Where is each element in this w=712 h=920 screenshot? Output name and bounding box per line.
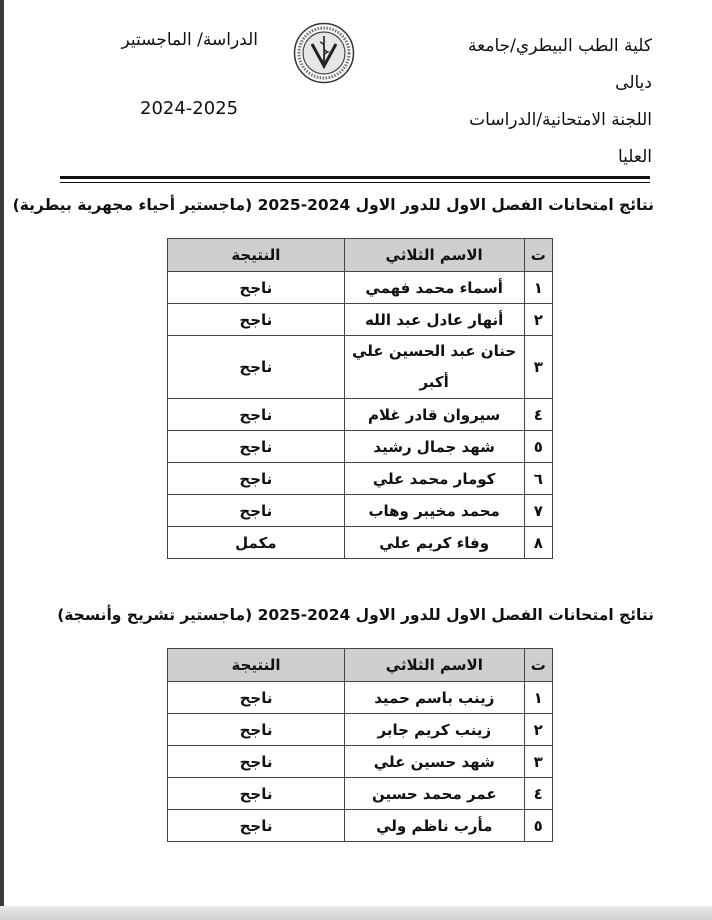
exam-result: ناجح — [168, 336, 345, 399]
page-edge — [0, 0, 4, 920]
row-index: ٤ — [524, 399, 552, 431]
section-caption-histology: نتائج امتحانات الفصل الاول للدور الاول 2024-2025 (ماجستير تشريح وأنسجة) — [57, 606, 654, 624]
table-row — [168, 810, 553, 842]
results-table-histology — [167, 648, 553, 842]
exam-result: ناجح — [168, 399, 345, 431]
exam-result: ناجح — [168, 495, 345, 527]
table-row — [168, 399, 553, 431]
row-index: ٦ — [524, 463, 552, 495]
student-name: أسماء محمد فهمي — [344, 272, 524, 304]
row-index: ٢ — [524, 714, 552, 746]
page-bottom-edge — [0, 906, 712, 920]
academic-year: 2024-2025 — [140, 98, 239, 119]
table-row — [168, 714, 553, 746]
exam-result: ناجح — [168, 682, 345, 714]
student-name: مأرب ناظم ولي — [345, 810, 524, 842]
department-label: الدراسة/ الماجستير — [121, 30, 258, 50]
student-name: شهد جمال رشيد — [344, 431, 524, 463]
row-index: ٣ — [524, 746, 552, 778]
exam-result: مكمل — [168, 527, 345, 559]
row-index: ٣ — [524, 336, 552, 399]
college-line-1: كلية الطب البيطري/جامعة — [468, 36, 652, 56]
table-row — [168, 431, 553, 463]
exam-result: ناجح — [168, 810, 345, 842]
student-name: حنان عبد الحسين علي أكبر — [344, 336, 524, 399]
college-line-2: ديالى — [615, 73, 652, 93]
results-table-microbiology — [167, 238, 553, 559]
row-index: ٤ — [524, 778, 552, 810]
exam-result: ناجح — [168, 778, 345, 810]
table-row — [168, 336, 553, 399]
student-name: سيروان قادر غلام — [344, 399, 524, 431]
student-name: محمد مخيبر وهاب — [344, 495, 524, 527]
institution-block — [422, 28, 652, 176]
exam-result: ناجح — [168, 272, 345, 304]
table-row — [168, 682, 553, 714]
row-index: ١ — [524, 682, 552, 714]
row-index: ٥ — [524, 431, 552, 463]
exam-result: ناجح — [168, 431, 345, 463]
column-header-index: ت — [524, 649, 552, 682]
table-row — [168, 304, 553, 336]
header-divider — [60, 176, 650, 179]
student-name: عمر محمد حسين — [345, 778, 524, 810]
header-divider-thin — [60, 182, 650, 183]
student-name: زينب كريم جابر — [345, 714, 524, 746]
row-index: ٨ — [524, 527, 552, 559]
table-row — [168, 746, 553, 778]
table-row — [168, 778, 553, 810]
row-index: ٧ — [524, 495, 552, 527]
student-name: أنهار عادل عبد الله — [344, 304, 524, 336]
committee-line-2: العليا — [617, 147, 652, 167]
table-row — [168, 272, 553, 304]
column-header-result: النتيجة — [168, 239, 345, 272]
table-row — [168, 495, 553, 527]
student-name: زينب باسم حميد — [345, 682, 524, 714]
row-index: ٥ — [524, 810, 552, 842]
table-row — [168, 527, 553, 559]
column-header-index: ت — [524, 239, 552, 272]
column-header-name: الاسم الثلاثي — [344, 239, 524, 272]
exam-result: ناجح — [168, 463, 345, 495]
column-header-name: الاسم الثلاثي — [345, 649, 524, 682]
committee-line-1: اللجنة الامتحانية/الدراسات — [469, 110, 652, 130]
column-header-result: النتيجة — [168, 649, 345, 682]
student-name: وفاء كريم علي — [344, 527, 524, 559]
row-index: ١ — [524, 272, 552, 304]
table-header-row — [168, 239, 553, 272]
exam-result: ناجح — [168, 714, 345, 746]
row-index: ٢ — [524, 304, 552, 336]
student-name: شهد حسين علي — [345, 746, 524, 778]
university-seal-logo — [293, 22, 355, 84]
table-header-row — [168, 649, 553, 682]
student-name: كومار محمد علي — [344, 463, 524, 495]
table-row — [168, 463, 553, 495]
section-caption-microbiology: نتائج امتحانات الفصل الاول للدور الاول 2024-2025 (ماجستير أحياء مجهرية بيطرية) — [12, 196, 654, 214]
exam-result: ناجح — [168, 304, 345, 336]
exam-result: ناجح — [168, 746, 345, 778]
